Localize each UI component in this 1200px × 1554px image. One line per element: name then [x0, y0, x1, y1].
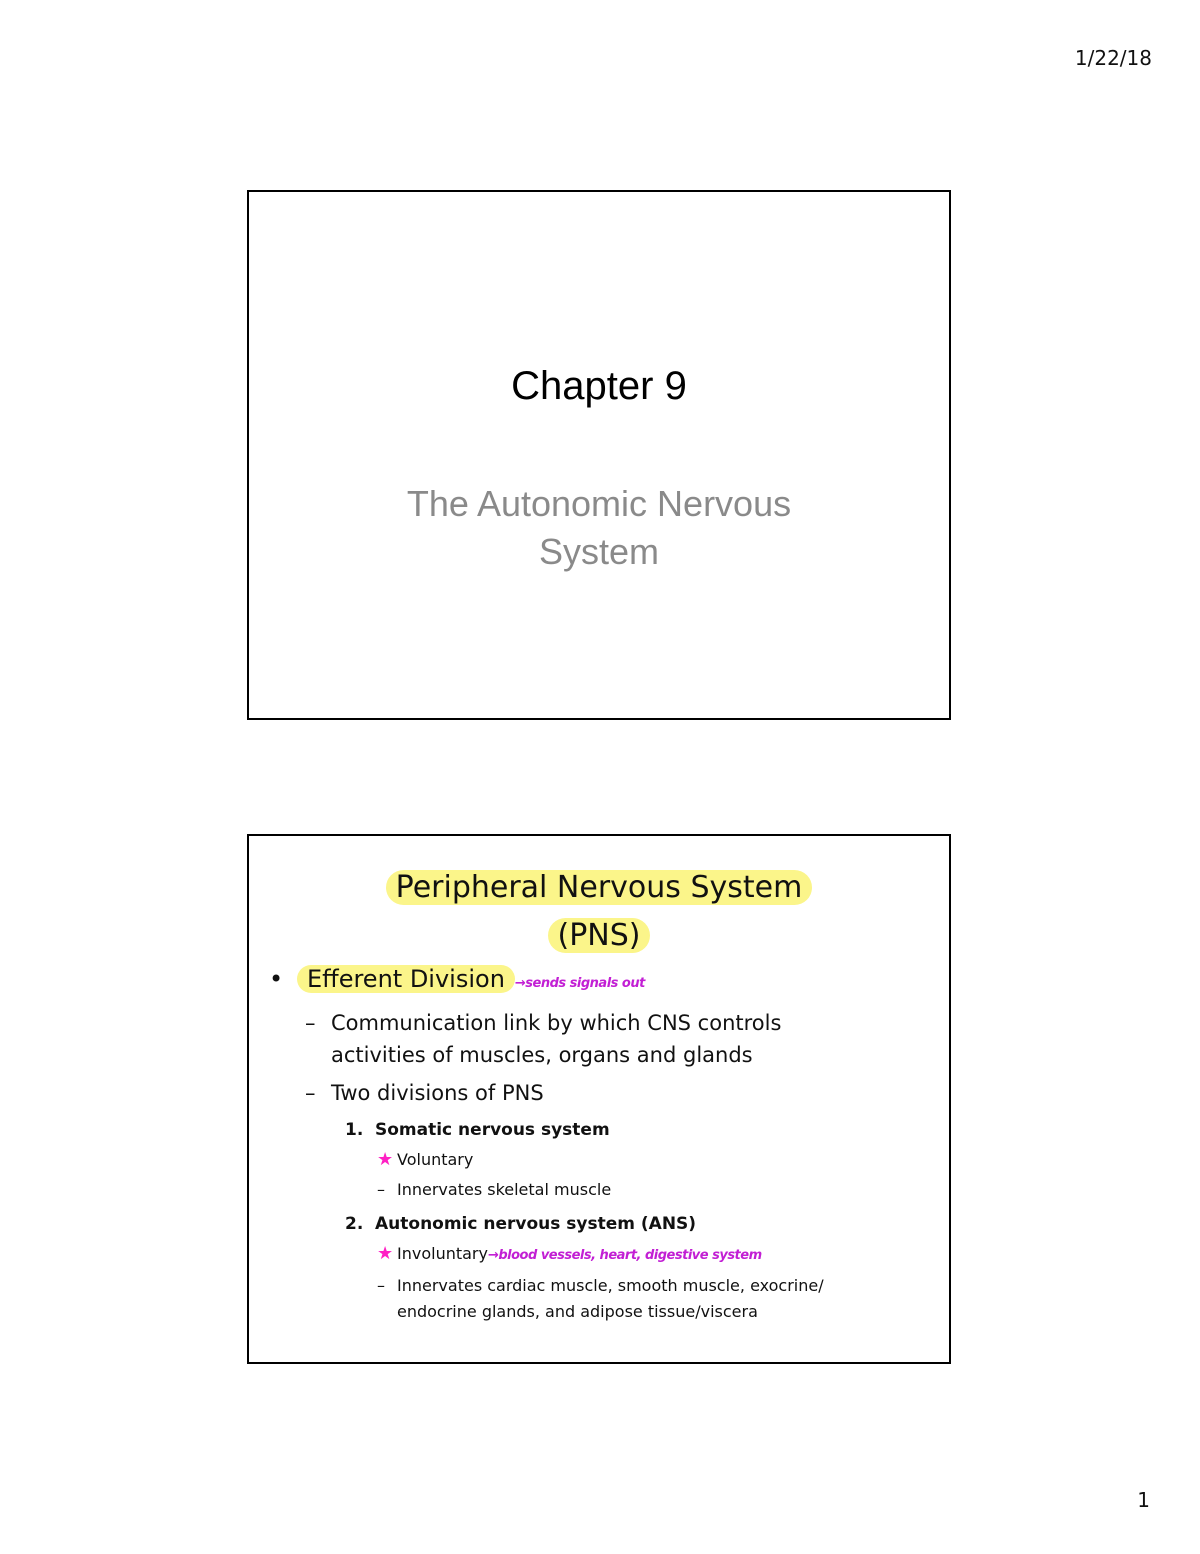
chapter-title: Chapter 9	[511, 364, 687, 408]
bullet-dot: •	[269, 965, 284, 993]
communication-line-2: activities of muscles, organs and glands	[331, 1043, 753, 1067]
chapter-subtitle	[249, 480, 949, 576]
dash-marker: –	[305, 1081, 316, 1105]
divisions-label: Two divisions of PNS	[331, 1081, 544, 1105]
involuntary-label: Involuntary	[397, 1244, 488, 1263]
somatic-label: Somatic nervous system	[375, 1120, 610, 1140]
heading-line-1: Peripheral Nervous System	[386, 870, 813, 905]
communication-line-1: Communication link by which CNS controls	[331, 1011, 782, 1035]
page-date: 1/22/18	[1074, 46, 1152, 70]
involuntary-annotation: →blood vessels, heart, digestive system	[487, 1248, 762, 1263]
star-icon: ★	[377, 1243, 394, 1264]
efferent-label: Efferent Division	[297, 965, 515, 993]
autonomic-involuntary	[269, 1241, 929, 1269]
autonomic-innervates-line-2: endocrine glands, and adipose tissue/viscera	[397, 1302, 758, 1321]
somatic-voluntary	[269, 1147, 929, 1173]
communication-item	[269, 1007, 929, 1071]
voluntary-label: Voluntary	[397, 1150, 474, 1169]
subtitle-line-1: The Autonomic Nervous	[406, 483, 792, 524]
autonomic-label: Autonomic nervous system (ANS)	[375, 1214, 697, 1234]
efferent-item	[269, 962, 929, 1001]
somatic-innervates	[269, 1177, 929, 1203]
divisions-item	[269, 1077, 929, 1109]
dash-marker: –	[377, 1180, 385, 1199]
page-number: 1	[1137, 1488, 1150, 1512]
slide-pns	[247, 834, 951, 1364]
slide-heading	[249, 864, 949, 960]
efferent-annotation: →sends signals out	[514, 976, 645, 991]
somatic-item	[269, 1117, 929, 1143]
somatic-innervates-text: Innervates skeletal muscle	[397, 1180, 612, 1199]
somatic-number: 1.	[345, 1120, 364, 1140]
autonomic-innervates	[269, 1273, 929, 1325]
star-icon: ★	[377, 1149, 394, 1170]
autonomic-number: 2.	[345, 1214, 364, 1234]
dash-marker: –	[305, 1011, 316, 1035]
slide-body	[269, 962, 929, 1325]
autonomic-innervates-line-1: Innervates cardiac muscle, smooth muscle, exocrine/	[397, 1276, 824, 1295]
heading-line-2: (PNS)	[548, 918, 651, 953]
dash-marker: –	[377, 1276, 385, 1295]
slide-title	[247, 190, 951, 720]
autonomic-item	[269, 1211, 929, 1237]
subtitle-line-2: System	[538, 531, 660, 572]
